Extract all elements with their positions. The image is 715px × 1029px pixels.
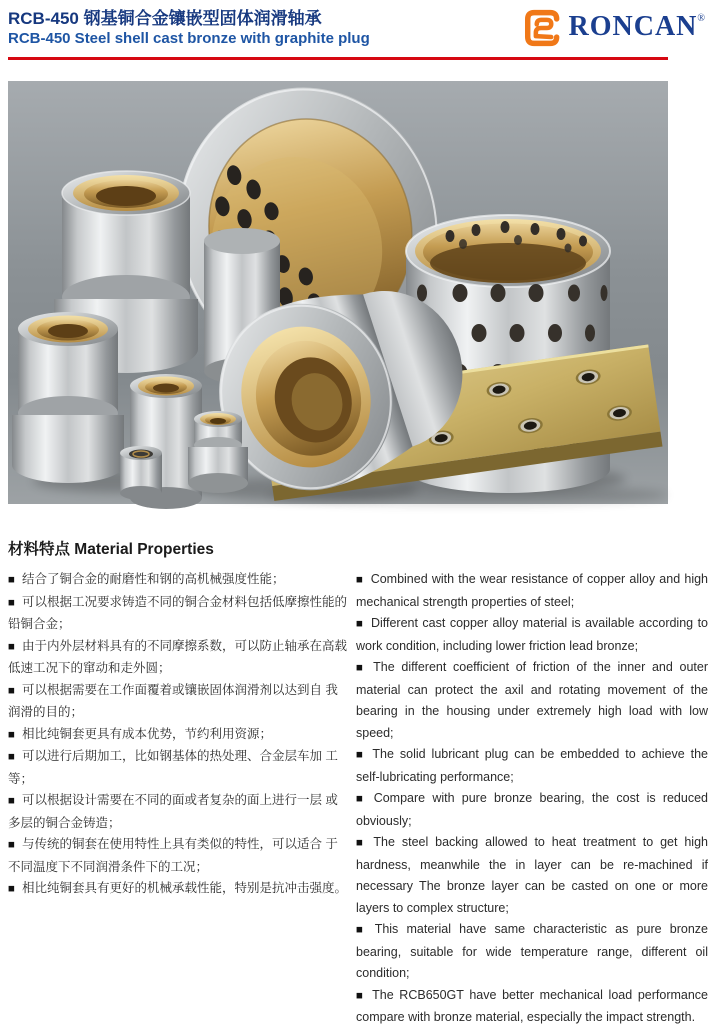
bullet-text: Compare with pure bronze bearing, the cost is reduced obviously; (356, 791, 708, 828)
chinese-column (8, 569, 347, 1029)
brand-wordmark (569, 9, 706, 45)
bullet-square-icon: ■ (8, 751, 15, 763)
bullet-text: 可以根据需要在工作面覆着或镶嵌固体润滑剂以达到自 我润滑的目的； (8, 682, 338, 719)
bullet-text: The steel backing allowed to heat treatment to get high hardness, meanwhile the in layer can be re-machined if necessary The bronze layer can be casted on one or more layers to complex structure; (356, 835, 708, 915)
bullet-text: 相比纯铜套更具有成本优势，节约利用资源； (21, 726, 272, 741)
registered-mark: ® (697, 13, 705, 24)
material-bullet-en (356, 788, 708, 832)
material-bullet-en (356, 657, 708, 744)
bullet-square-icon: ■ (8, 883, 15, 895)
bullet-text: The different coefficient of friction of the inner and outer material can protect the axil and rotating movement of the bearing in the housing under extremely high load with low speed; (356, 660, 708, 740)
bullet-text: The solid lubricant plug can be embedded to achieve the self-lubricating performance; (356, 747, 709, 784)
roncan-logo-icon (524, 9, 564, 47)
material-bullet-en (356, 832, 708, 919)
bullet-text: 相比纯铜套具有更好的机械承载性能，特别是抗冲击强度。 (21, 881, 347, 895)
bullet-square-icon: ■ (356, 924, 368, 936)
brand-name: RONCAN (568, 11, 698, 42)
material-bullet-zh (8, 569, 347, 592)
english-column (356, 569, 708, 1029)
material-bullet-zh (8, 592, 347, 636)
material-bullet-zh (8, 746, 347, 790)
header-titles (8, 9, 370, 48)
material-properties-columns (8, 569, 715, 1029)
product-photo (8, 81, 668, 504)
page-title-en: RCB-450 Steel shell cast bronze with graphite plug (8, 30, 370, 47)
page-title-zh: RCB-450 钢基铜合金镶嵌型固体润滑轴承 (8, 9, 322, 28)
bullet-text: 可以进行后期加工，比如钢基体的热处理、合金层车加 工等； (8, 749, 338, 786)
bullet-square-icon: ■ (356, 837, 367, 849)
bearings-photo-illustration (8, 81, 668, 504)
bullet-text: 可以根据设计需要在不同的面或者复杂的面上进行一层 或多层的铜合金铸造； (8, 793, 338, 830)
bullet-square-icon: ■ (8, 596, 15, 609)
bullet-square-icon: ■ (356, 989, 366, 1002)
material-bullet-zh (8, 636, 347, 680)
bullet-text: Different cast copper alloy material is available according to work condition, including lower friction lead bronze; (356, 616, 708, 653)
bullet-text: The RCB650GT have better mechanical load performance compare with bronze material, especially the impact strength. (356, 987, 709, 1024)
bullet-square-icon: ■ (356, 793, 367, 805)
bullet-square-icon: ■ (8, 839, 15, 851)
page-header (0, 0, 715, 48)
bullet-square-icon: ■ (8, 574, 15, 586)
material-bullet-en (356, 569, 708, 613)
material-bullet-zh (8, 834, 347, 878)
material-bullet-zh (8, 680, 347, 724)
bullet-square-icon: ■ (356, 662, 367, 674)
material-bullet-zh (8, 790, 347, 834)
bullet-text: 与传统的铜套在使用特性上具有类似的特性，可以适合 于不同温度下不同润滑条件下的工况； (8, 837, 338, 874)
material-bullet-zh (8, 724, 347, 747)
material-bullet-en (356, 985, 708, 1029)
material-bullet-en (356, 744, 708, 788)
bullet-text: This material have same characteristic as pure bronze bearing, suitable for wide temperature range, different oil condition; (356, 922, 708, 980)
bullet-square-icon: ■ (8, 728, 15, 741)
bullet-text: 可以根据工况要求铸造不同的铜合金材料包括低摩擦性能的铅铜合金； (8, 594, 347, 631)
red-divider-rule (8, 57, 668, 60)
small-stepped-bushing (188, 411, 248, 493)
section-title: 材料特点 Material Properties (8, 541, 214, 558)
bullet-square-icon: ■ (356, 618, 364, 630)
lower-left-bushing (12, 312, 124, 483)
material-bullet-en (356, 613, 708, 657)
bullet-square-icon: ■ (356, 749, 366, 761)
material-bullet-en (356, 919, 708, 985)
tiny-nut (120, 446, 162, 500)
bullet-square-icon: ■ (8, 684, 15, 697)
bullet-text: Combined with the wear resistance of copper alloy and high mechanical strength properties of steel; (356, 572, 708, 609)
bullet-square-icon: ■ (8, 795, 15, 807)
bullet-square-icon: ■ (356, 574, 364, 586)
bullet-square-icon: ■ (8, 640, 15, 653)
material-bullet-zh (8, 878, 347, 901)
brand-logo (524, 9, 708, 47)
bullet-text: 由于内外层材料具有的不同摩擦系数，可以防止轴承在高载低速工况下的窜动和走外圆； (8, 638, 347, 675)
bullet-text: 结合了铜合金的耐磨性和钢的高机械强度性能； (21, 572, 285, 586)
